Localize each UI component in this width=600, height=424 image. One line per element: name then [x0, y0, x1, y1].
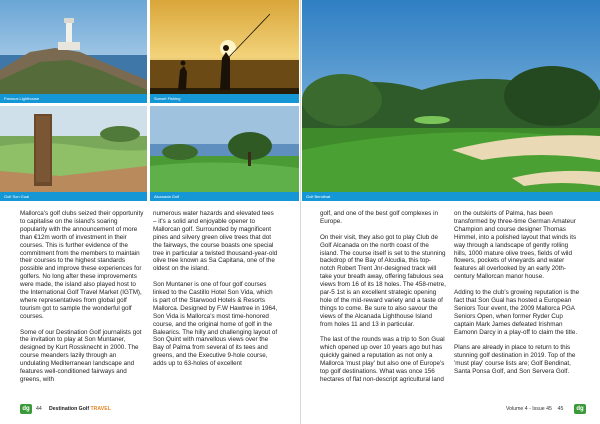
- paragraph: Son Muntaner is one of four golf courses linked to the Castillo Hotel Son Vida, which is part of the Starwood Hotels & Resorts Mallorca. Designed by F.W Hawtree in 1964, Son Vida is Mallorca's most time-honored course, and the original home of golf in the Balearics. The hilly and challenging layout of Son Quint with marvellous views over the Bay of Palma from several of its tees and greens, and the Executive 9-hole course, adds up to 63-holes of excellent: [153, 281, 278, 368]
- paragraph: Plans are already in place to return to this stunning golf destination in 2019. Top of the 'must play' course lists are; Golf Bendinat, Santa Ponsa Golf, and Son Servera Golf.: [454, 344, 576, 376]
- footer-right: [506, 402, 563, 416]
- son-gual-photo: [0, 106, 147, 201]
- text-column-3: [320, 210, 446, 392]
- sunset-photo: [150, 0, 299, 103]
- paragraph: on the outskirts of Palma, has been transformed by three-time German Amateur Champion and course designer Thomas Himmel, into a polished layout that winds its way through a landscape of gently rolling hills, 1000 mature olive trees, fields of wild flowers, pockets of vineyards and water features all overlooked by an early 20th-century Mallorcan manor house.: [454, 210, 577, 281]
- dg-logo: dg: [574, 404, 586, 414]
- magazine-section: TRAVEL: [90, 406, 111, 412]
- dg-logo: dg: [20, 404, 32, 414]
- footer-left: [36, 402, 111, 416]
- son-gual-image: [0, 106, 147, 201]
- paragraph: On their visit, they also got to play Club de Golf Alcanada on the north coast of the island. The course itself is set to the stunning backdrop of the Bay of Alcudia, this top-notch Robert Trent Jnr-designed track will take your breath away, offering fabulous sea views from 16 of its 18 holes. The 458-metre, par-5 1st is an excellent strategic opening hole of the mid-reward variety and a taste of things to come. Be sure to also savour the views of the Alcanada Lighthouse Island from holes 11 and 13 in particular.: [320, 233, 446, 328]
- photo-caption: Golf Son Gual: [0, 192, 147, 201]
- paragraph: Mallorca's golf clubs seized their opportunity to capitalise on the island's soaring popularity with the announcement of more than €12m worth of investment in their courses. This is further evidence of the commitment from the members to maintain their courses to the highest standards possible and improve these experiences for golfers. No long after these improvements were made, the island also played host to the International Golf Travel Market (IGTM), where representatives from global golf tourism got to sample the wonderful golf courses.: [20, 210, 144, 320]
- page-number: 44: [36, 406, 42, 412]
- paragraph: numerous water hazards and elevated tees – it's a solid and enjoyable opener to Mallorcan golf. Surrounded by magnificent pines and silvery green olive trees that dot the fairways, the course boasts one special tree in particular a twisted thousand-year-old olive tree known as Sa Capitana, one of the oldest on the island.: [153, 210, 278, 273]
- lighthouse-photo: [0, 0, 147, 103]
- paragraph: golf, and one of the best golf complexes in Europe.: [320, 210, 438, 225]
- text-column-2: [153, 210, 278, 376]
- paragraph: Adding to the club's growing reputation is the fact that Son Gual has hosted a European Seniors Tour event, the 2009 Mallorca PGA Seniors Open, when former Ryder Cup captain Mark James defeated Irishman Eamonn Darcy in a play-off to claim the title.: [454, 289, 580, 336]
- alcanada-image: [150, 106, 299, 201]
- text-column-1: [20, 210, 145, 392]
- photo-caption: Alcanada Golf: [150, 192, 299, 201]
- magazine-title: Destination Golf: [49, 406, 90, 412]
- alcanada-photo: [150, 106, 299, 201]
- paragraph: Some of our Destination Golf journalists got the invitation to play at Son Muntaner, designed by Kurt Rossknecht in 2000. The course meanders lazily through an undulating Mediterranean landscape and features well-conditioned fairways and greens, with: [20, 328, 142, 384]
- bendinat-image: [302, 0, 600, 201]
- photo-caption: Golf Bendinat: [302, 192, 600, 201]
- paragraph: The last of the rounds was a trip to Son Gual which opened up over 10 years ago but has quickly gained a reputation as not only a Mallorca 'must play' but also one of Europe's top golf destinations. What was once 156 hectares of flat non-descript agricultural land: [320, 336, 445, 383]
- lighthouse-image: [0, 0, 147, 103]
- page-number: 45: [557, 406, 564, 412]
- sunset-image: [150, 0, 299, 103]
- photo-caption: Sunset Fishing: [150, 94, 299, 103]
- photo-caption: Famous Lighthouse: [0, 94, 147, 103]
- page-gutter: [300, 0, 301, 424]
- issue-label: Volume 4 - Issue 45: [506, 406, 552, 412]
- text-column-4: [454, 210, 580, 384]
- bendinat-photo: [302, 0, 600, 201]
